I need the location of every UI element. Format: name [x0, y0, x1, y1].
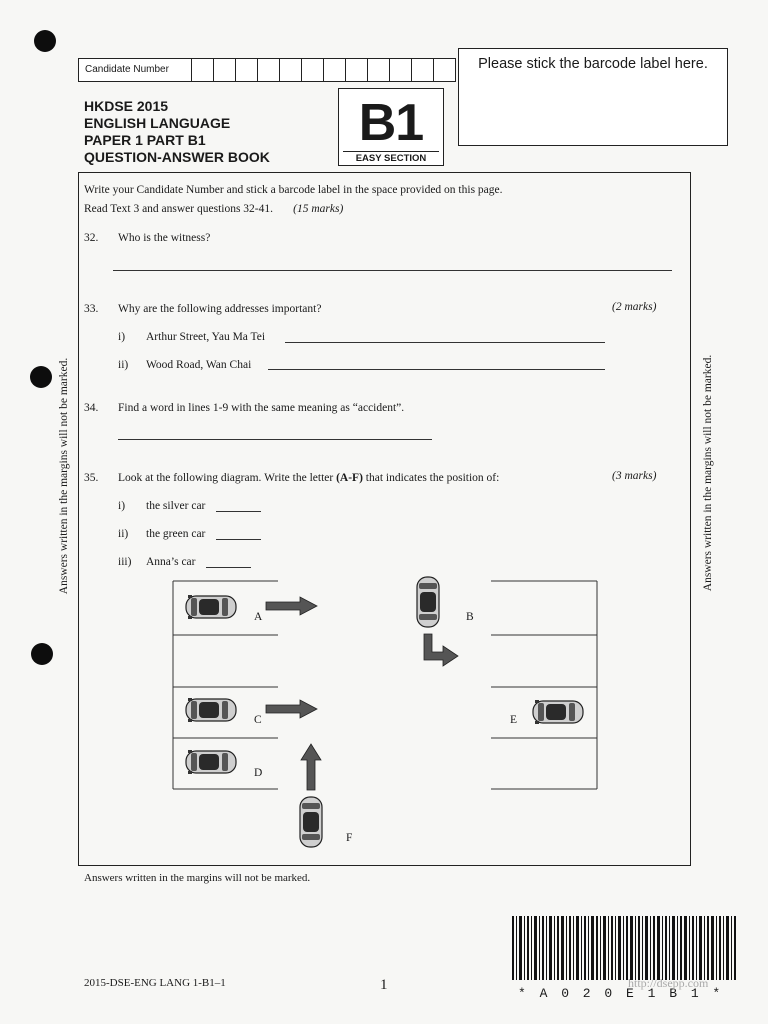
exam-title-line: HKDSE 2015 [84, 98, 169, 114]
q35-ii-label: ii) [118, 528, 129, 540]
q33-number: 33. [84, 303, 99, 315]
instruction-text: Read Text 3 and answer questions 32-41. [84, 203, 274, 215]
exam-title-line: QUESTION-ANSWER BOOK [84, 149, 270, 165]
car-f [300, 797, 322, 847]
q35-iii-text: Anna’s car [146, 556, 196, 568]
barcode-text: * A 0 2 0 E 1 B 1 * [518, 986, 724, 1001]
exam-title-line: ENGLISH LANGUAGE [84, 115, 231, 131]
section-code: B1 [358, 94, 424, 152]
q33-ii-label: ii) [118, 359, 129, 371]
instruction-line-1: Write your Candidate Number and stick a barcode label in the space provided on this page. [84, 184, 503, 196]
exam-title-line: PAPER 1 PART B1 [84, 132, 206, 148]
arrow-right-c [266, 700, 317, 718]
arrow-up-f [301, 744, 321, 790]
q35-text-c: that indicates the position of: [362, 472, 500, 484]
q32-number: 32. [84, 232, 99, 244]
car-c [186, 698, 236, 722]
q35-letter-range: (A-F) [336, 472, 363, 484]
q33-i-text: Arthur Street, Yau Ma Tei [146, 331, 266, 343]
arrow-turn-b [424, 634, 458, 666]
label-a: A [254, 611, 263, 623]
q35-number: 35. [84, 472, 99, 484]
label-b: B [466, 611, 474, 623]
car-b [417, 577, 439, 627]
candidate-number-label: Candidate Number [79, 59, 192, 81]
paper-code: 2015-DSE-ENG LANG 1-B1–1 [84, 977, 226, 989]
left-margin-note: Answers written in the margins will not be marked. [58, 357, 70, 595]
page-number: 1 [380, 977, 388, 993]
label-d: D [254, 767, 263, 779]
q35-ii-text: the green car [146, 528, 206, 540]
q32-text: Who is the witness? [118, 232, 211, 244]
q35-iii-label: iii) [118, 556, 132, 568]
car-e [533, 700, 583, 724]
q33-marks: (2 marks) [612, 301, 657, 313]
q33-text: Why are the following addresses important? [118, 303, 322, 315]
car-a [186, 595, 236, 619]
footer-note: Answers written in the margins will not be marked. [84, 872, 311, 884]
instruction-marks: (15 marks) [293, 203, 344, 215]
label-f: F [346, 832, 353, 844]
q34-number: 34. [84, 402, 99, 414]
right-margin-note: Answers written in the margins will not be marked. [702, 354, 714, 592]
label-c: C [254, 714, 262, 726]
q33-ii-text: Wood Road, Wan Chai [146, 359, 252, 371]
section-label: EASY SECTION [343, 151, 439, 164]
q35-marks: (3 marks) [612, 470, 657, 482]
arrow-right-a [266, 597, 317, 615]
q33-i-label: i) [118, 331, 126, 343]
q35-i-label: i) [118, 500, 126, 512]
barcode-prompt: Please stick the barcode label here. [478, 56, 708, 72]
q35-i-text: the silver car [146, 500, 206, 512]
q34-text: Find a word in lines 1-9 with the same meaning as “accident”. [118, 402, 405, 414]
q35-text-a: Look at the following diagram. Write the letter [118, 472, 337, 484]
car-d [186, 750, 236, 774]
watermark: http://dsepp.com [628, 976, 709, 990]
label-e: E [510, 714, 518, 726]
